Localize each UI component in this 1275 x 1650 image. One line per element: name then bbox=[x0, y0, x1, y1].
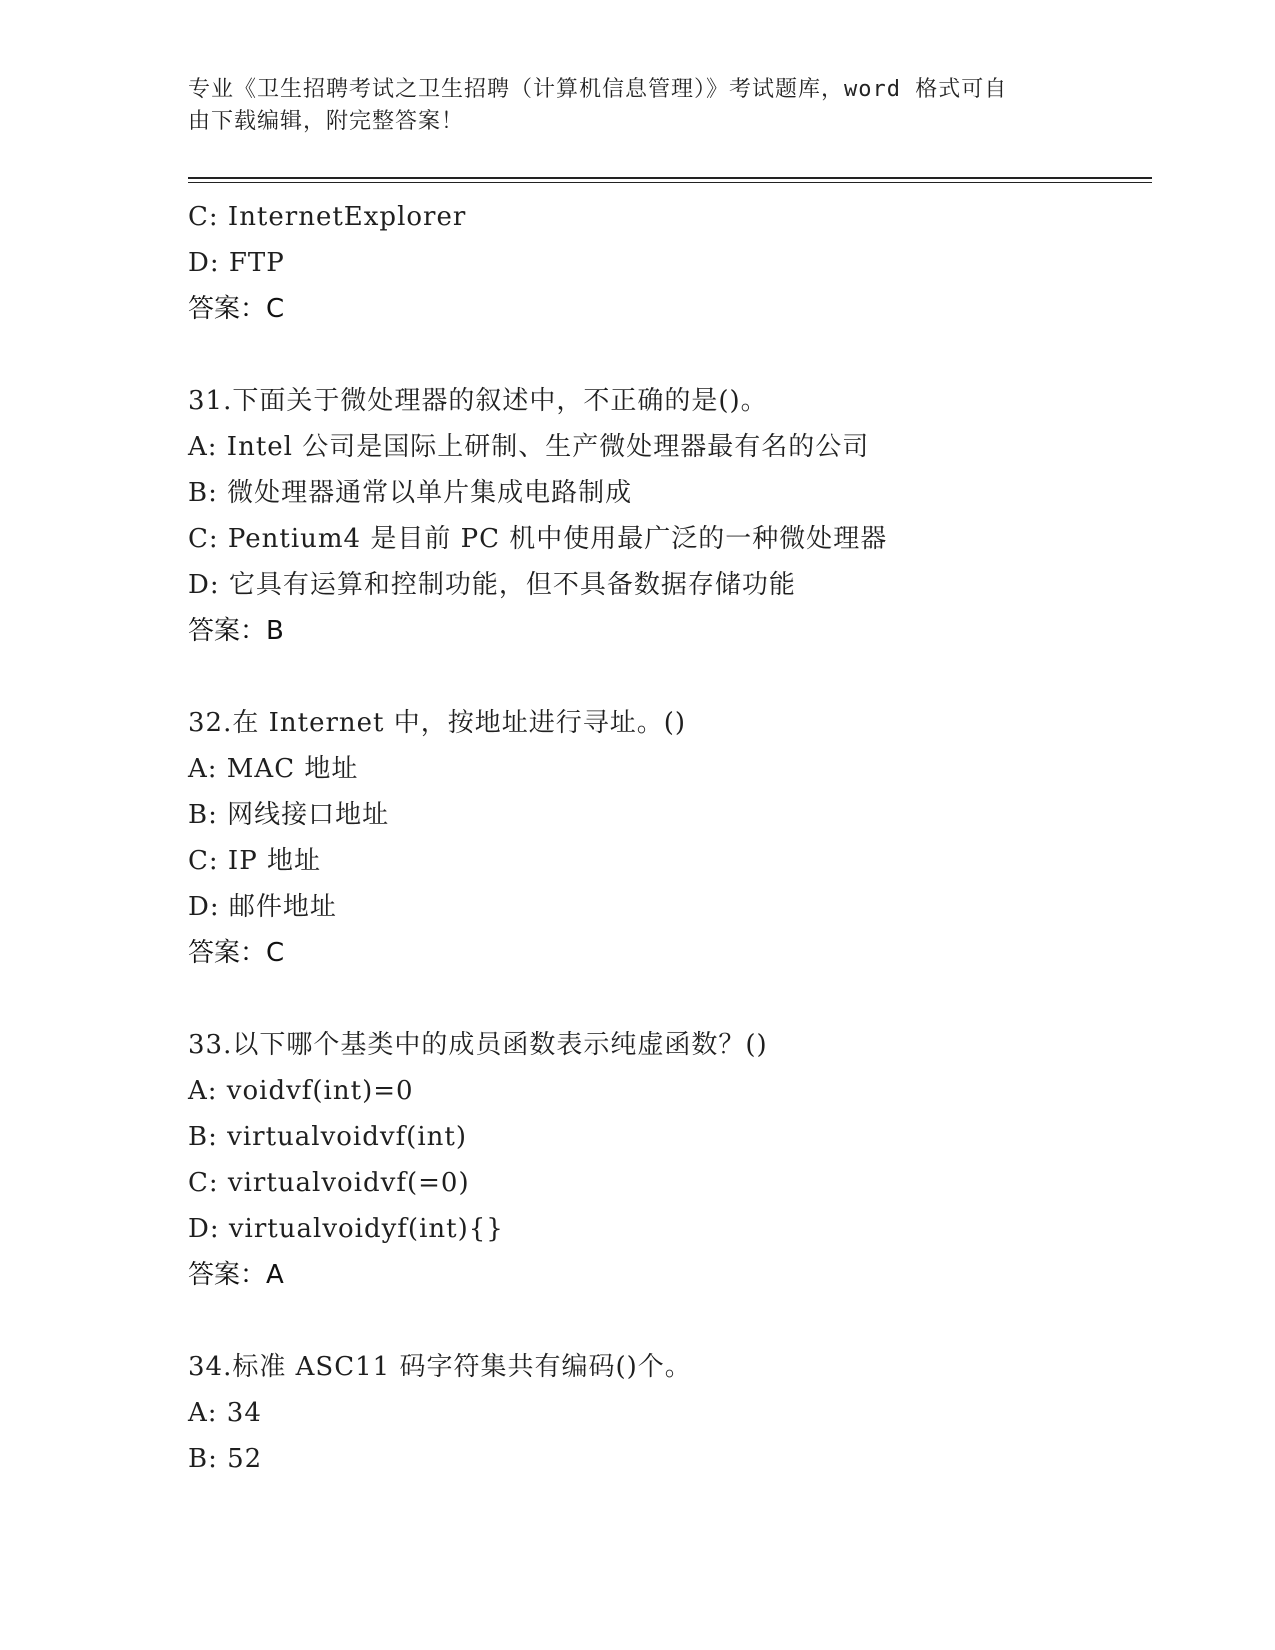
answer-line: 答案：C bbox=[188, 938, 285, 968]
option-d: D: FTP bbox=[188, 248, 285, 278]
option-c: C: Pentium4 是目前 PC 机中使用最广泛的一种微处理器 bbox=[188, 524, 888, 554]
document-header bbox=[188, 74, 1068, 138]
question-33 bbox=[188, 1022, 1152, 1298]
question-stem: 31.下面关于微处理器的叙述中，不正确的是()。 bbox=[188, 386, 768, 416]
question-stem: 34.标准 ASC11 码字符集共有编码()个。 bbox=[188, 1352, 692, 1382]
previous-question-tail bbox=[188, 194, 1152, 332]
option-b: B: 网线接口地址 bbox=[188, 800, 390, 830]
question-list bbox=[188, 194, 1152, 1482]
spacer bbox=[188, 1298, 1152, 1344]
option-b: B: 微处理器通常以单片集成电路制成 bbox=[188, 478, 633, 508]
option-a: A: Intel 公司是国际上研制、生产微处理器最有名的公司 bbox=[188, 432, 870, 462]
question-31 bbox=[188, 378, 1152, 654]
option-a: A: voidvf(int)=0 bbox=[188, 1076, 414, 1106]
option-a: A: 34 bbox=[188, 1398, 262, 1428]
option-c: C: IP 地址 bbox=[188, 846, 321, 876]
answer-line: 答案：C bbox=[188, 294, 285, 324]
header-line-1: 专业《卫生招聘考试之卫生招聘（计算机信息管理）》考试题库，word 格式可自 bbox=[188, 77, 1008, 102]
option-b: B: virtualvoidvf(int) bbox=[188, 1122, 467, 1152]
header-line-2: 由下载编辑，附完整答案！ bbox=[188, 109, 465, 134]
header-rule-thin bbox=[188, 182, 1152, 183]
question-stem: 33.以下哪个基类中的成员函数表示纯虚函数？() bbox=[188, 1030, 768, 1060]
spacer bbox=[188, 332, 1152, 378]
question-32 bbox=[188, 700, 1152, 976]
question-stem: 32.在 Internet 中，按地址进行寻址。() bbox=[188, 708, 687, 738]
option-b: B: 52 bbox=[188, 1444, 263, 1474]
question-34 bbox=[188, 1344, 1152, 1482]
spacer bbox=[188, 976, 1152, 1022]
option-d: D: virtualvoidyf(int){} bbox=[188, 1214, 504, 1244]
option-d: D: 邮件地址 bbox=[188, 892, 337, 922]
option-a: A: MAC 地址 bbox=[188, 754, 359, 784]
answer-line: 答案：A bbox=[188, 1260, 284, 1290]
answer-line: 答案：B bbox=[188, 616, 284, 646]
option-c: C: virtualvoidvf(=0) bbox=[188, 1168, 470, 1198]
option-c: C: InternetExplorer bbox=[188, 202, 467, 232]
spacer bbox=[188, 654, 1152, 700]
header-rule-thick bbox=[188, 177, 1152, 179]
option-d: D: 它具有运算和控制功能，但不具备数据存储功能 bbox=[188, 570, 796, 600]
